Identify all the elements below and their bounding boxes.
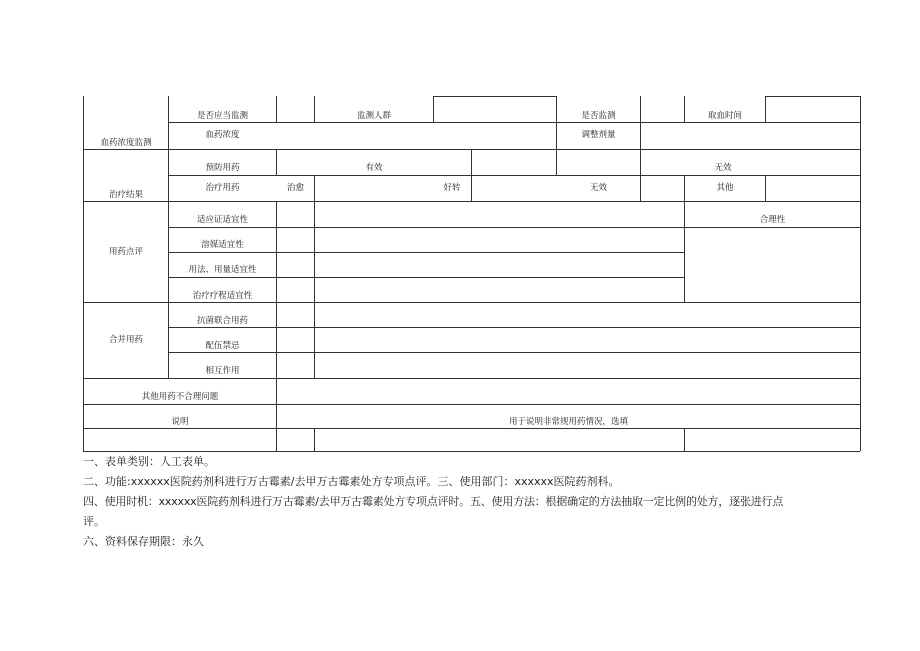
label-should-monitor: 是否应当监测: [196, 111, 248, 121]
label-monitored: 是否监测: [581, 111, 616, 121]
combo-item: 抗菌联合用药: [196, 316, 248, 326]
review-item: 溶媒适宜性: [201, 240, 244, 250]
table-rule: [168, 175, 860, 176]
table-rule: [83, 428, 860, 429]
review-item: 适应证适宜性: [196, 215, 248, 225]
review-item: 用法、用量适宜性: [188, 265, 257, 275]
form-notes: [83, 452, 863, 552]
section-medication-review: 用药点评: [108, 247, 143, 257]
table-rule: [168, 252, 684, 253]
table-rule: [276, 201, 277, 451]
table-rule: [314, 201, 315, 378]
table-rule: [168, 327, 860, 328]
label-dose-adjust: 调整剂量: [581, 130, 616, 140]
section-combination: 合并用药: [108, 335, 143, 345]
table-rule: [168, 227, 860, 228]
label-other-problems: 其他用药不合理问题: [141, 392, 219, 402]
label-ineffective-treat: 无效: [589, 183, 607, 193]
label-rationality: 合理性: [759, 215, 786, 225]
note-line: 四、使用时机：xxxxxx医院药剂科进行万古霉素/去甲万古霉素处方专项点评时。五、使用方法：根据确定的方法抽取一定比例的处方，逐张进行点: [83, 495, 784, 508]
table-rule: [765, 175, 766, 201]
table-rule: [471, 149, 472, 201]
combo-item: 相互作用: [205, 366, 240, 376]
table-rule: [765, 96, 766, 123]
note-line: 一、表单类别：人工表单。: [83, 455, 215, 468]
table-rule: [83, 378, 860, 379]
label-sample-time: 取血时间: [707, 111, 742, 121]
table-rule: [83, 404, 860, 405]
label-concentration: 血药浓度: [205, 130, 240, 140]
table-rule: [276, 149, 277, 176]
explain-text: 用于说明非常规用药情况，选填: [508, 417, 628, 427]
table-rule: [314, 175, 315, 201]
table-rule: [640, 96, 641, 201]
table-rule: [684, 428, 685, 451]
table-rule: [168, 122, 860, 123]
label-effective: 有效: [365, 163, 383, 173]
table-rule: [83, 302, 860, 303]
label-ineffective-prevent: 无效: [714, 163, 732, 173]
table-rule: [765, 96, 860, 97]
label-population: 监测人群: [356, 111, 391, 121]
table-rule: [860, 96, 861, 451]
label-improved: 好转: [443, 183, 461, 193]
table-rule: [276, 96, 277, 123]
table-rule: [168, 352, 860, 353]
note-line: 评。: [83, 515, 105, 528]
table-rule: [83, 201, 860, 202]
label-other: 其他: [716, 183, 734, 193]
note-line: 六、资料保存期限：永久: [83, 535, 204, 548]
review-item: 治疗疗程适宜性: [192, 291, 253, 301]
note-line: 二、功能:xxxxxx医院药剂科进行万古霉素/去甲万古霉素处方专项点评。三、使用部门：xxxxxx医院药剂科。: [83, 475, 620, 488]
label-cured: 治愈: [286, 183, 304, 193]
section-blood-monitoring: 血药浓度监测: [100, 138, 152, 148]
label-prevent: 预防用药: [205, 163, 240, 173]
table-rule: [433, 96, 434, 123]
table-rule: [433, 96, 556, 97]
section-treatment-result: 治疗结果: [108, 190, 143, 200]
label-treat: 治疗用药: [205, 183, 240, 193]
table-rule: [314, 428, 315, 451]
label-explain: 说明: [171, 417, 189, 427]
table-rule: [684, 175, 685, 302]
combo-item: 配伍禁忌: [205, 341, 240, 351]
table-rule: [168, 277, 684, 278]
